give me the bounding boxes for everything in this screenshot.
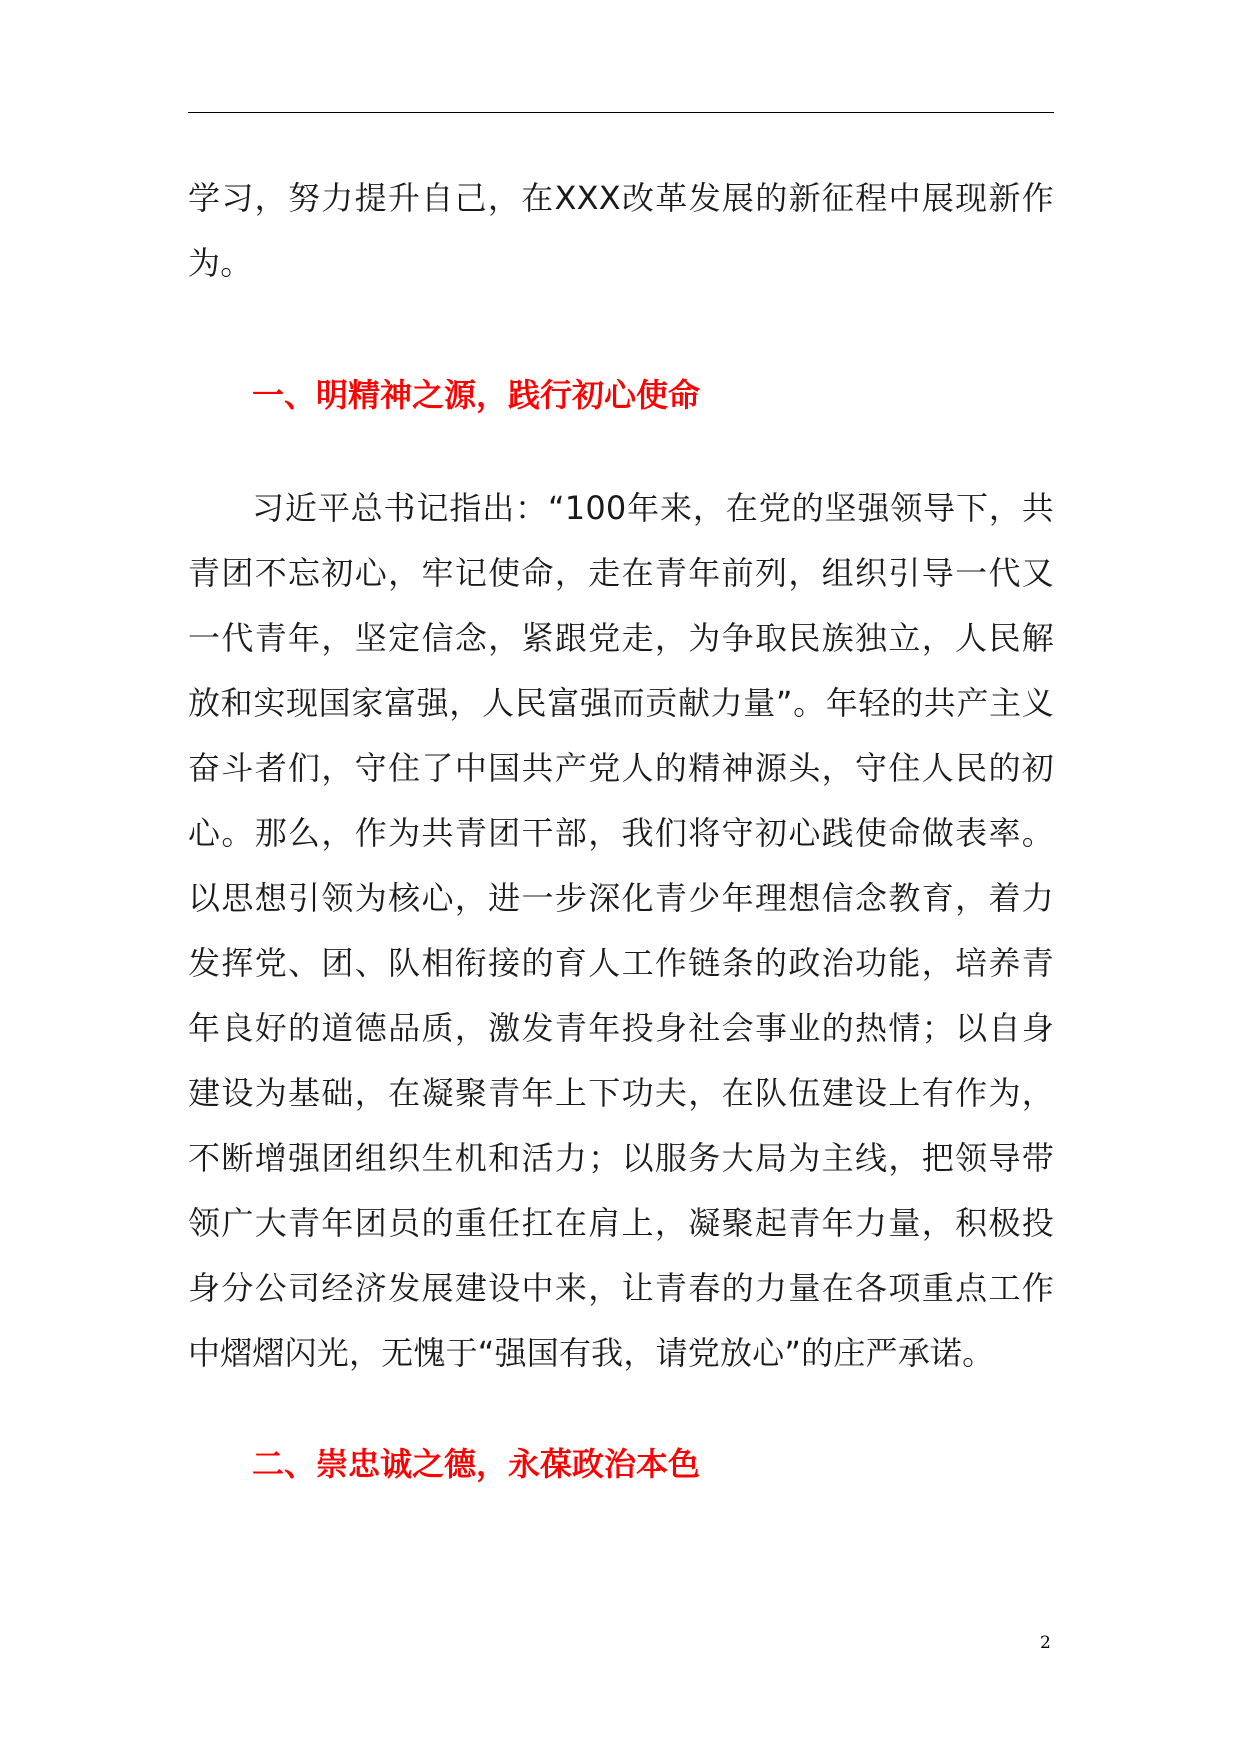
section-heading-1: 一、明精神之源，践行初心使命 — [252, 376, 701, 414]
page-number: 2 — [1040, 1633, 1051, 1653]
document-body — [188, 166, 1054, 1497]
section-heading-2: 二、崇忠诚之德，永葆政治本色 — [252, 1445, 701, 1483]
paragraph-section1-body: 习近平总书记指出：“100年来，在党的坚强领导下，共青团不忘初心，牢记使命，走在青年前列，组织引导一代又一代青年，坚定信念，紧跟党走，为争取民族独立，人民解放和实现国家富强，人民富强而贡献力量”。年轻的共产主义奋斗者们，守住了中国共产党人的精神源头，守住人民的初心。那么，作为共青团干部，我们将守初心践使命做表率。以思想引领为核心，进一步深化青少年理想信念教育，着力发挥党、团、队相衔接的育人工作链条的政治功能，培养青年良好的道德品质，激发青年投身社会事业的热情；以自身建设为基础，在凝聚青年上下功夫，在队伍建设上有作为，不断增强团组织生机和活力；以服务大局为主线，把领导带领广大青年团员的重任扛在肩上，凝聚起青年力量，积极投身分公司经济发展建设中来，让青春的力量在各项重点工作中熠熠闪光，无愧于“强国有我，请党放心”的庄严承诺。 — [188, 489, 1054, 1372]
header-rule — [188, 112, 1054, 113]
paragraph-intro-continuation: 学习，努力提升自己，在XXX改革发展的新征程中展现新作为。 — [188, 179, 1054, 282]
